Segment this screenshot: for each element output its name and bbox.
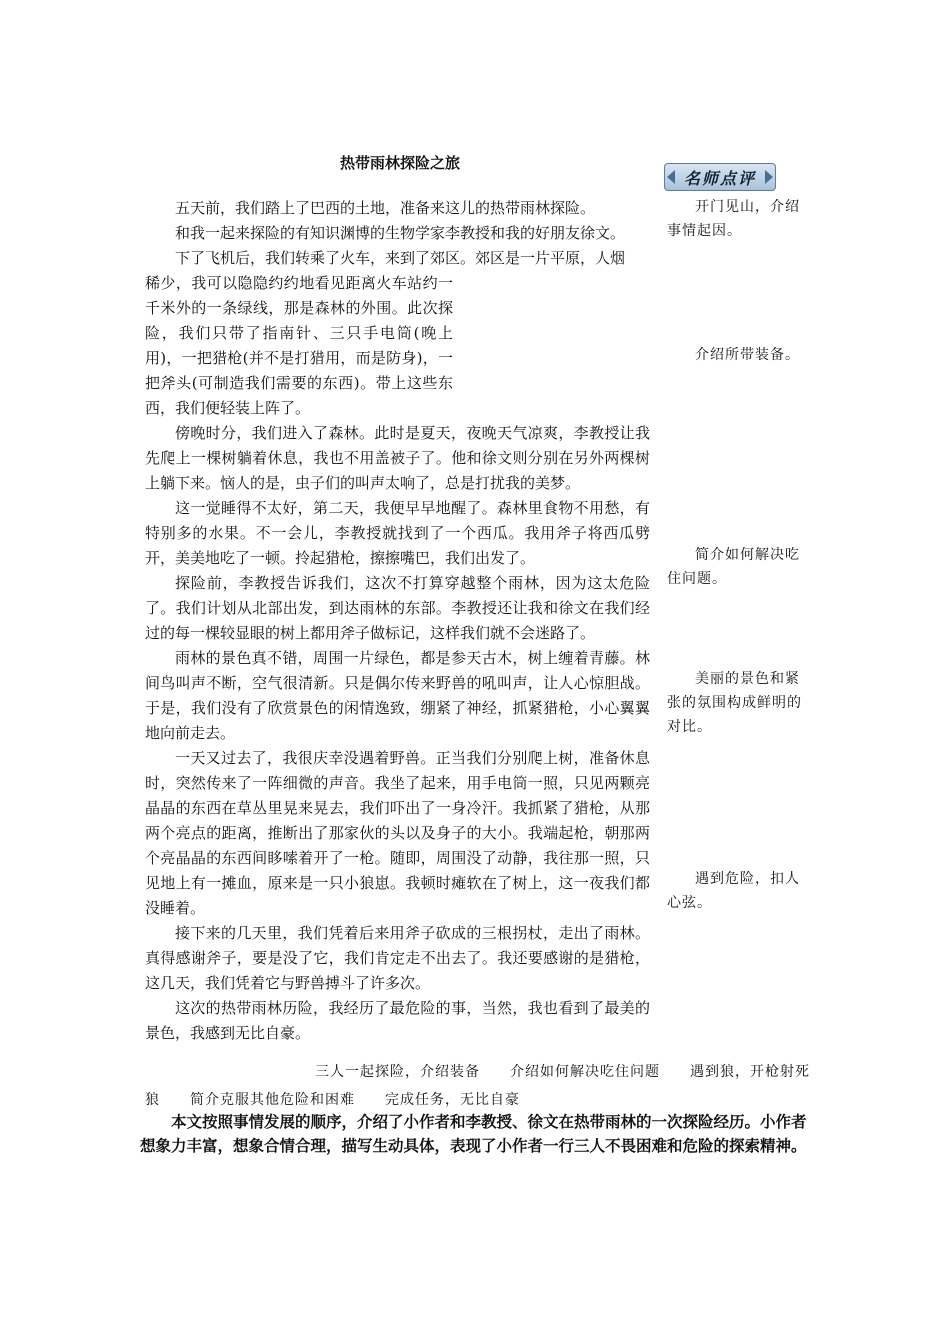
structure-line: 三人一起探险，介绍装备 介绍如何解决吃住问题 遇到狼，开枪射死 [315, 1064, 810, 1080]
paragraph: 这次的热带雨林历险，我经历了最危险的事，当然，我也看到了最美的景色，我感到无比自豪。 [145, 999, 650, 1042]
structure-outline [145, 1058, 810, 1114]
paragraph: 这一觉睡得不太好，第二天，我便早早地醒了。森林里食物不用愁，有特别多的水果。不一会儿，李教授就找到了一个西瓜。我用斧子将西瓜劈开，美美地吃了一顿。拎起猎枪，擦擦嘴巴，我们出发了。 [145, 499, 650, 567]
margin-note: 美丽的景色和紧张的氛围构成鲜明的对比。 [667, 671, 802, 735]
paragraph-continued: 稀少，我可以隐隐约约地看见距离火车站约一千米外的一条绿线，那是森林的外围。此次探险，我们只带了指南针、三只手电筒(晚上用)，一把猎枪(并不是打猎用，而是防身)，一把斧头(可制造我们需要的东西)。带上这些东西，我们便轻装上阵了。 [145, 274, 453, 417]
structure-line: 狼 简介克服其他危险和困难 完成任务，无比自豪 [145, 1092, 520, 1108]
essay-title: 热带雨林探险之旅 [340, 154, 461, 172]
paragraph: 傍晚时分，我们进入了森林。此时是夏天，夜晚天气凉爽，李教授让我先爬上一棵树躺着休息，我也不用盖被子了。他和徐文则分别在另外两棵树上躺下来。恼人的是，虫子们的叫声太响了，总是打扰我的美梦。 [145, 424, 650, 492]
paragraph: 下了飞机后，我们转乘了火车，来到了郊区。郊区是一片平原，人烟 [175, 249, 626, 267]
badge-label: 名师点评 [683, 169, 756, 188]
margin-note: 简介如何解决吃住问题。 [667, 547, 800, 587]
margin-note: 遇到危险，扣人心弦。 [667, 871, 800, 911]
essay-body [145, 196, 650, 1046]
paragraph: 和我一起来探险的有知识渊博的生物学家李教授和我的好朋友徐文。 [175, 224, 626, 242]
margin-note: 开门见山，介绍事情起因。 [667, 199, 800, 239]
margin-note: 介绍所带装备。 [695, 347, 800, 363]
paragraph: 探险前，李教授告诉我们，这次不打算穿越整个雨林，因为这太危险了。我们计划从北部出发，到达雨林的东部。李教授还让我和徐文在我们经过的每一棵较显眼的树上都用斧子做标记，这样我们就不会迷路了。 [145, 574, 650, 642]
paragraph: 接下来的几天里，我们凭着后来用斧子砍成的三根拐杖，走出了雨林。真得感谢斧子，要是没了它，我们肯定走不出去了。我还要感谢的是猎枪，这几天，我们凭着它与野兽搏斗了许多次。 [145, 924, 650, 992]
paragraph: 雨林的景色真不错，周围一片绿色，都是参天古木，树上缠着青藤。林间鸟叫声不断，空气很清新。只是偶尔传来野兽的吼叫声，让人心惊胆战。于是，我们没有了欣赏景色的闲情逸致，绷紧了神经，抓紧猎枪，小心翼翼地向前走去。 [145, 649, 650, 742]
summary-comment: 本文按照事情发展的顺序，介绍了小作者和李教授、徐文在热带雨林的一次探险经历。小作者想象力丰富，想象合情合理，描写生动具体，表现了小作者一行三人不畏困难和危险的探索精神。 [140, 1113, 807, 1155]
paragraph: 一天又过去了，我很庆幸没遇着野兽。正当我们分别爬上树，准备休息时，突然传来了一阵细微的声音。我坐了起来，用手电筒一照，只见两颗亮晶晶的东西在草丛里晃来晃去，我们吓出了一身冷汗。我抓紧了猎枪，从那两个亮点的距离，推断出了那家伙的头以及身子的大小。我端起枪，朝那两个亮晶晶的东西间眵嗦着开了一枪。随即，周围没了动静，我往那一照，只见地上有一摊血，原来是一只小狼崽。我顿时瘫软在了树上，这一夜我们都没睡着。 [145, 749, 650, 917]
paragraph: 五天前，我们踏上了巴西的土地，准备来这儿的热带雨林探险。 [175, 199, 596, 217]
teacher-comment-badge [664, 163, 776, 191]
